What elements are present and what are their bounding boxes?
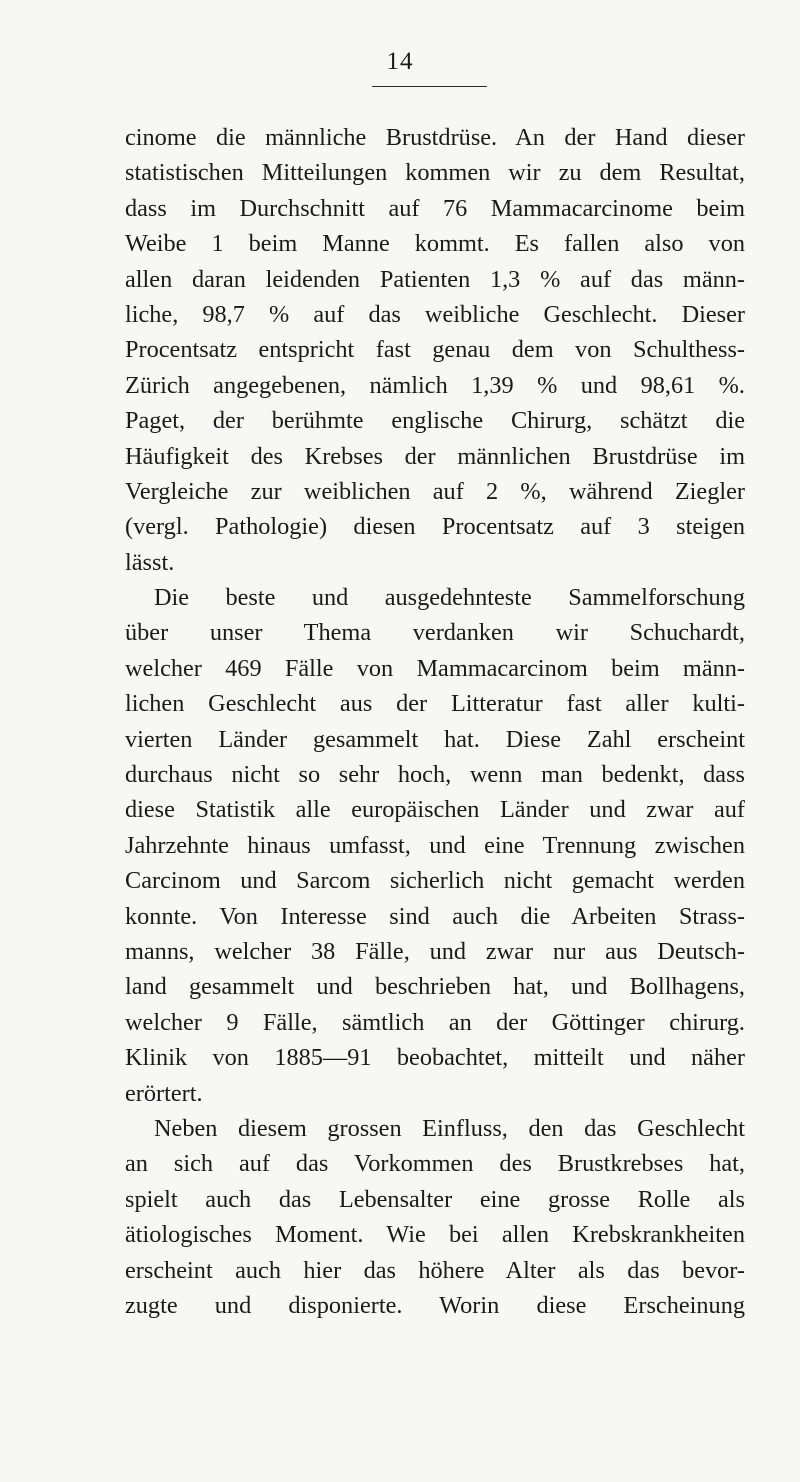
- text-line: zugte und disponierte. Worin diese Erscheinung: [125, 1291, 745, 1319]
- text-line: durchaus nicht so sehr hoch, wenn man bedenkt, dass: [125, 761, 745, 789]
- text-line: Zürich angegebenen, nämlich 1,39 % und 98,61 %.: [125, 371, 745, 399]
- text-line: Procentsatz entspricht fast genau dem von Schulthess-: [125, 336, 745, 364]
- text-line: Neben diesem grossen Einfluss, den das Geschlecht: [154, 1114, 745, 1142]
- text-line: erscheint auch hier das höhere Alter als das bevor-: [125, 1256, 745, 1284]
- text-line: Weibe 1 beim Manne kommt. Es fallen also von: [125, 230, 745, 258]
- text-line: statistischen Mitteilungen kommen wir zu dem Resultat,: [125, 159, 745, 187]
- text-line: manns, welcher 38 Fälle, und zwar nur aus Deutsch-: [125, 937, 745, 965]
- text-line: lässt.: [125, 548, 175, 576]
- text-line: diese Statistik alle europäischen Länder und zwar auf: [125, 796, 745, 824]
- text-line: liche, 98,7 % auf das weibliche Geschlecht. Dieser: [125, 300, 745, 328]
- text-line: Häufigkeit des Krebses der männlichen Brustdrüse im: [125, 442, 745, 470]
- text-line: erörtert.: [125, 1079, 203, 1107]
- header-rule: [372, 86, 487, 87]
- text-line: (vergl. Pathologie) diesen Procentsatz auf 3 steigen: [125, 513, 745, 541]
- text-line: an sich auf das Vorkommen des Brustkrebses hat,: [125, 1150, 745, 1178]
- text-line: Die beste und ausgedehnteste Sammelforschung: [154, 584, 745, 612]
- page-number: 14: [386, 48, 414, 75]
- text-line: welcher 9 Fälle, sämtlich an der Göttinger chirurg.: [125, 1008, 745, 1036]
- text-line: Carcinom und Sarcom sicherlich nicht gemacht werden: [125, 867, 745, 895]
- text-line: welcher 469 Fälle von Mammacarcinom beim männ-: [125, 654, 745, 682]
- text-line: spielt auch das Lebensalter eine grosse Rolle als: [125, 1185, 745, 1213]
- text-line: Klinik von 1885—91 beobachtet, mitteilt und näher: [125, 1044, 745, 1072]
- text-line: Jahrzehnte hinaus umfasst, und eine Trennung zwischen: [125, 831, 745, 859]
- text-line: über unser Thema verdanken wir Schuchardt,: [125, 619, 745, 647]
- text-line: land gesammelt und beschrieben hat, und Bollhagens,: [125, 973, 745, 1001]
- text-line: vierten Länder gesammelt hat. Diese Zahl erscheint: [125, 725, 745, 753]
- text-line: dass im Durchschnitt auf 76 Mammacarcinome beim: [125, 194, 745, 222]
- body-text: [125, 120, 745, 1323]
- text-line: Paget, der berühmte englische Chirurg, schätzt die: [125, 407, 745, 435]
- text-line: lichen Geschlecht aus der Litteratur fast aller kulti-: [125, 690, 745, 718]
- text-line: ätiologisches Moment. Wie bei allen Krebskrankheiten: [125, 1221, 745, 1249]
- text-line: Vergleiche zur weiblichen auf 2 %, während Ziegler: [125, 477, 745, 505]
- text-line: cinome die männliche Brustdrüse. An der Hand dieser: [125, 124, 745, 151]
- text-line: konnte. Von Interesse sind auch die Arbeiten Strass-: [125, 902, 745, 930]
- text-line: allen daran leidenden Patienten 1,3 % auf das männ-: [125, 265, 745, 293]
